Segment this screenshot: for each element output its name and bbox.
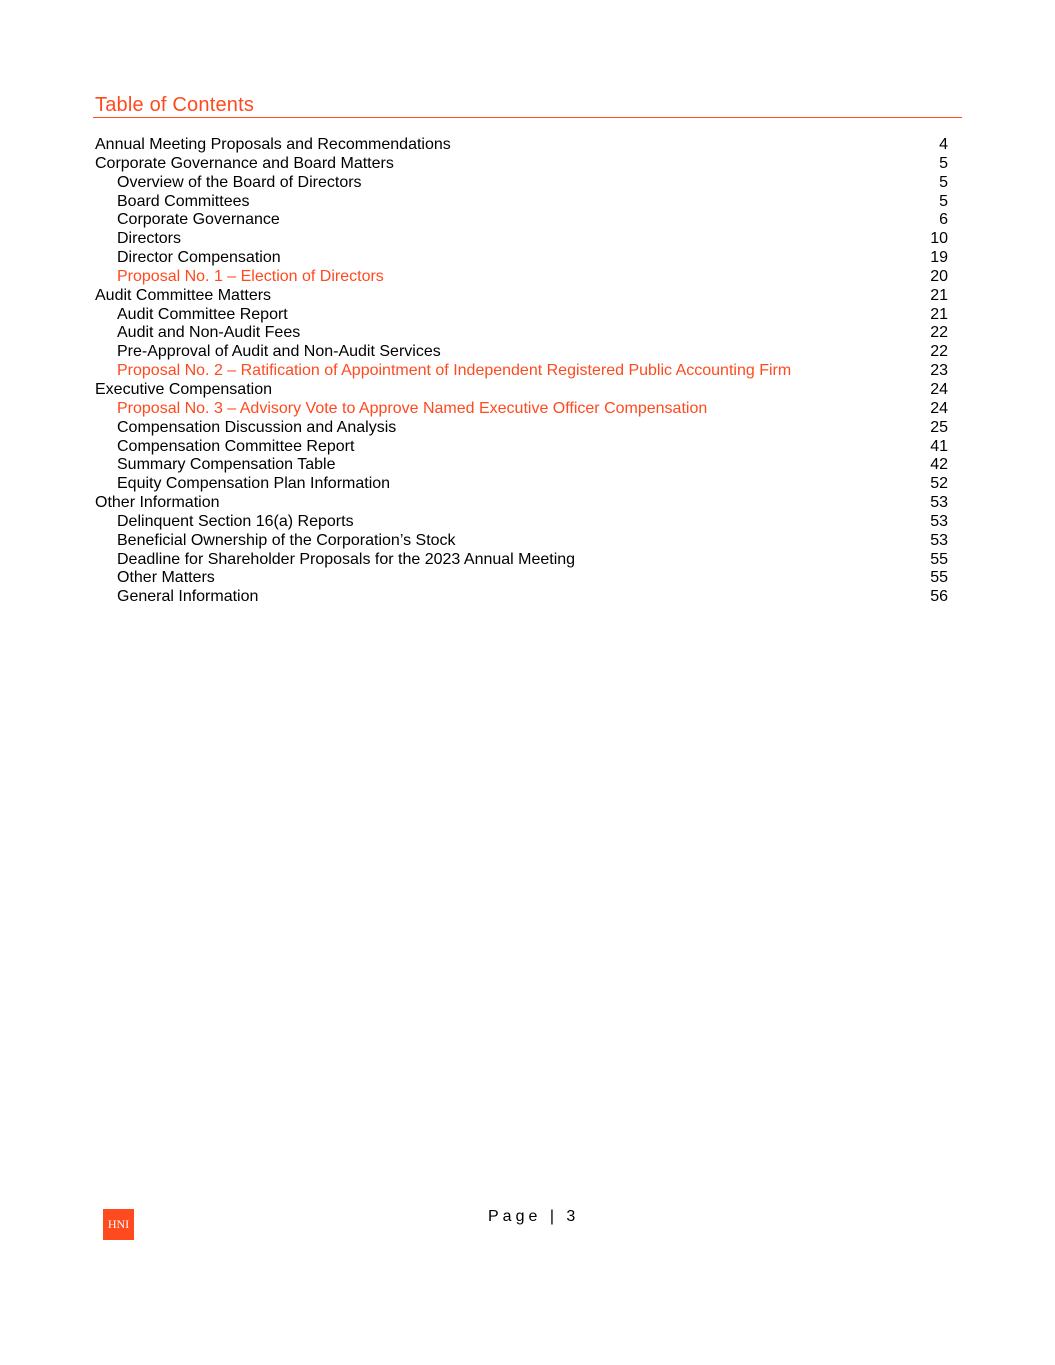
toc-entry[interactable] bbox=[95, 419, 948, 438]
toc-entry[interactable] bbox=[95, 287, 948, 306]
hni-logo: HNI bbox=[103, 1209, 134, 1240]
toc-entry-label: Audit Committee Report bbox=[117, 305, 288, 323]
toc-entry-label: Board Committees bbox=[117, 192, 250, 210]
toc-entry[interactable] bbox=[95, 155, 948, 174]
toc-entry-page: 19 bbox=[930, 249, 948, 267]
title-divider bbox=[93, 117, 962, 118]
toc-entry[interactable] bbox=[95, 513, 948, 532]
toc-entry-label: Equity Compensation Plan Information bbox=[117, 475, 391, 493]
toc-entry-page: 21 bbox=[930, 286, 948, 304]
toc-entry-page: 24 bbox=[930, 380, 948, 398]
toc-entry-label: Beneficial Ownership of the Corporation’s Stock bbox=[117, 531, 456, 549]
toc-entry-page: 52 bbox=[930, 475, 948, 493]
toc-entry[interactable] bbox=[95, 249, 948, 268]
toc-entry-label: General Information bbox=[117, 588, 259, 606]
toc-entry-label: Other Information bbox=[95, 494, 220, 512]
toc-entry[interactable] bbox=[95, 343, 948, 362]
toc-entry-label: Compensation Committee Report bbox=[117, 437, 355, 455]
toc-entry-label: Compensation Discussion and Analysis bbox=[117, 418, 397, 436]
toc-entry-page: 5 bbox=[939, 154, 948, 172]
toc-entry-page: 22 bbox=[930, 324, 948, 342]
toc-entry-label: Other Matters bbox=[117, 569, 215, 587]
toc-entry-page: 53 bbox=[930, 512, 948, 530]
page-number: Page | 3 bbox=[488, 1208, 580, 1225]
toc-entry-page: 5 bbox=[939, 192, 948, 210]
toc-entry-label: Director Compensation bbox=[117, 249, 281, 267]
toc-entry[interactable] bbox=[95, 400, 948, 419]
toc-entry-label: Directors bbox=[117, 230, 182, 248]
toc-entry-page: 24 bbox=[930, 399, 948, 417]
toc-entry[interactable] bbox=[95, 193, 948, 212]
toc-entry[interactable] bbox=[95, 268, 948, 287]
toc-entry[interactable] bbox=[95, 551, 948, 570]
toc-entry-page: 53 bbox=[930, 494, 948, 512]
toc-entry[interactable] bbox=[95, 381, 948, 400]
toc-entry-label: Corporate Governance and Board Matters bbox=[95, 154, 394, 172]
toc-entry[interactable] bbox=[95, 362, 948, 381]
toc-entry-label: Deadline for Shareholder Proposals for the 2023 Annual Meeting bbox=[117, 550, 576, 568]
toc-entry[interactable] bbox=[95, 494, 948, 513]
toc-entry-label: Audit Committee Matters bbox=[95, 286, 272, 304]
toc-entry-label: Corporate Governance bbox=[117, 211, 280, 229]
toc-entry-label: Pre-Approval of Audit and Non-Audit Services bbox=[117, 343, 441, 361]
toc-entry[interactable] bbox=[95, 569, 948, 588]
toc-entry-page: 55 bbox=[930, 550, 948, 568]
toc-entry-label: Annual Meeting Proposals and Recommendations bbox=[95, 136, 451, 153]
toc-entry-label: Executive Compensation bbox=[95, 380, 272, 398]
toc-entry-page: 5 bbox=[939, 173, 948, 191]
page-title: Table of Contents bbox=[95, 94, 255, 116]
toc-entry-label: Proposal No. 1 – Election of Directors bbox=[117, 267, 384, 285]
toc-entry-page: 41 bbox=[930, 437, 948, 455]
toc-entry[interactable] bbox=[95, 306, 948, 325]
toc-entry-page: 23 bbox=[930, 362, 948, 380]
toc-entry-page: 56 bbox=[930, 588, 948, 606]
toc-entry[interactable] bbox=[95, 532, 948, 551]
toc-entry[interactable] bbox=[95, 438, 948, 457]
toc-entry-label: Proposal No. 2 – Ratification of Appointment of Independent Registered Public Accounting Firm bbox=[117, 362, 792, 380]
toc-entry-label: Delinquent Section 16(a) Reports bbox=[117, 512, 354, 530]
toc-entry-label: Overview of the Board of Directors bbox=[117, 173, 362, 191]
toc-entry-label: Summary Compensation Table bbox=[117, 456, 336, 474]
toc-entry[interactable] bbox=[95, 211, 948, 230]
toc-entry-page: 42 bbox=[930, 456, 948, 474]
toc-entry-page: 10 bbox=[930, 230, 948, 248]
toc-entry-label: Proposal No. 3 – Advisory Vote to Approve Named Executive Officer Compensation bbox=[117, 399, 708, 417]
toc-entry[interactable] bbox=[95, 456, 948, 475]
toc-entry-page: 55 bbox=[930, 569, 948, 587]
toc-entry-page: 21 bbox=[930, 305, 948, 323]
toc-entry-page: 22 bbox=[930, 343, 948, 361]
toc-entry[interactable] bbox=[95, 174, 948, 193]
toc-entry-page: 53 bbox=[930, 531, 948, 549]
toc-entry[interactable] bbox=[95, 475, 948, 494]
toc-entry-page: 25 bbox=[930, 418, 948, 436]
table-of-contents bbox=[95, 136, 948, 607]
toc-entry[interactable] bbox=[95, 136, 948, 155]
toc-entry-label: Audit and Non-Audit Fees bbox=[117, 324, 301, 342]
toc-entry-page: 4 bbox=[939, 136, 948, 153]
toc-entry-page: 20 bbox=[930, 267, 948, 285]
toc-entry[interactable] bbox=[95, 230, 948, 249]
toc-entry-page: 6 bbox=[939, 211, 948, 229]
toc-entry[interactable] bbox=[95, 324, 948, 343]
toc-entry[interactable] bbox=[95, 588, 948, 607]
